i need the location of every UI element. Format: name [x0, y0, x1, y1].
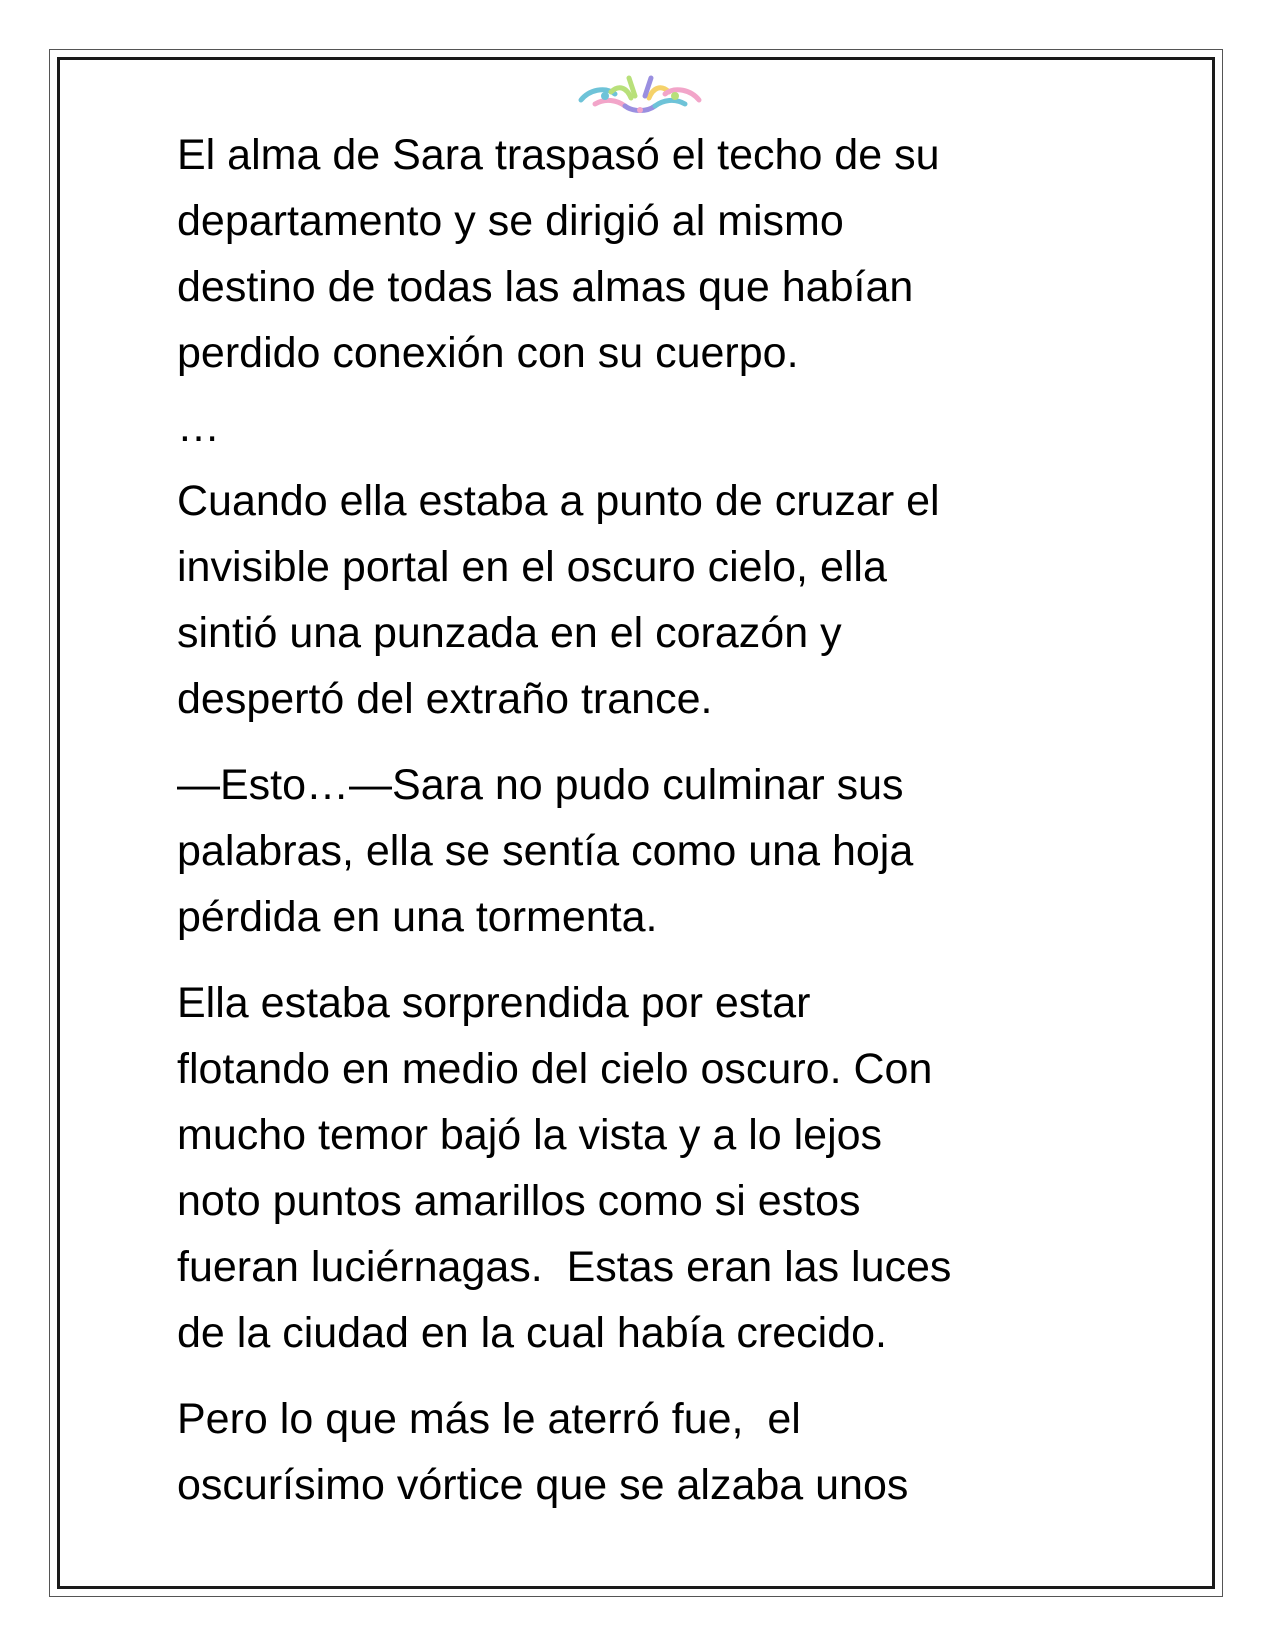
scene-break-ellipsis — [177, 394, 1097, 460]
text-line: … — [177, 403, 220, 451]
paragraph-5 — [177, 1386, 1097, 1518]
text-line: palabras, ella se sentía como una hoja — [177, 827, 914, 875]
text-line: destino de todas las almas que habían — [177, 263, 914, 311]
text-line: —Esto…—Sara no pudo culminar sus — [177, 761, 904, 809]
text-line: pérdida en una tormenta. — [177, 893, 658, 941]
text-line: flotando en medio del cielo oscuro. Con — [177, 1045, 933, 1093]
text-line: Ella estaba sorprendida por estar — [177, 979, 811, 1027]
text-line: El alma de Sara traspasó el techo de su — [177, 131, 940, 179]
text-line: invisible portal en el oscuro cielo, ella — [177, 543, 887, 591]
story-text — [177, 122, 1097, 1518]
text-line: noto puntos amarillos como si estos — [177, 1177, 861, 1225]
paragraph-1 — [177, 122, 1097, 386]
text-line: Pero lo que más le aterró fue, el — [177, 1395, 801, 1443]
paragraph-2 — [177, 468, 1097, 732]
text-line: Cuando ella estaba a punto de cruzar el — [177, 477, 940, 525]
paragraph-4 — [177, 970, 1097, 1366]
text-line: perdido conexión con su cuerpo. — [177, 329, 799, 377]
text-line: despertó del extraño trance. — [177, 675, 713, 723]
text-line: oscurísimo vórtice que se alzaba unos — [177, 1461, 909, 1509]
text-line: departamento y se dirigió al mismo — [177, 197, 844, 245]
paragraph-3 — [177, 752, 1097, 950]
text-line: sintió una punzada en el corazón y — [177, 609, 842, 657]
text-line: de la ciudad en la cual había crecido. — [177, 1309, 887, 1357]
text-line: mucho temor bajó la vista y a lo lejos — [177, 1111, 883, 1159]
swirl-ornament-icon — [575, 70, 705, 116]
text-line: fueran luciérnagas. Estas eran las luces — [177, 1243, 952, 1291]
